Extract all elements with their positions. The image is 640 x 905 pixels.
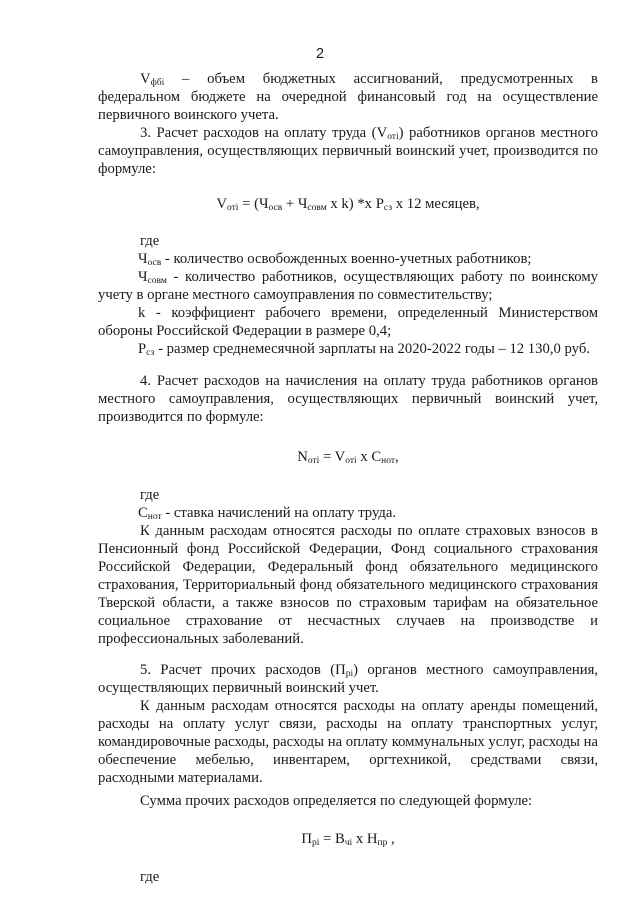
formula-labor-cost (98, 195, 598, 213)
symbol: Р (138, 341, 147, 357)
definition-c-not (98, 504, 598, 522)
formula-part: + Ч (282, 196, 308, 212)
subscript: совм (147, 276, 167, 286)
definition-k: k - коэффициент рабочего времени, определенный Министерством обороны Российской Федерации в размере 0,4; (98, 305, 598, 339)
definition-text: – объем бюджетных ассигнований, предусмотренных в федеральном бюджете на очередной финансовый год на осуществление первичного воинского учета. (98, 71, 598, 123)
subscript: чi (344, 838, 353, 848)
formula-part: x Н (352, 831, 378, 847)
text: ) работников органов местного самоуправления, осуществляющих первичный воинский учет, производится по формуле: (98, 125, 598, 177)
subscript: отi (307, 456, 320, 466)
subscript: совм (307, 203, 327, 213)
symbol: Ч (138, 269, 148, 285)
formula-part: = V (319, 449, 346, 465)
formula-part: = В (319, 831, 345, 847)
symbol: V (140, 71, 151, 87)
formula-part: N (297, 449, 308, 465)
paragraph-item-4: 4. Расчет расходов на начисления на оплату труда работников органов местного самоуправления, осуществляющих первичный воинский учет, производится по формуле: (98, 373, 598, 425)
subscript: осв (268, 203, 283, 213)
subscript: отi (227, 203, 239, 213)
subscript: рi (345, 669, 354, 679)
paragraph-sum-formula-intro: Сумма прочих расходов определяется по следующей формуле: (140, 793, 533, 809)
subscript: нот (381, 456, 396, 466)
paragraph-other-expenses: К данным расходам относятся расходы на оплату аренды помещений, расходы на оплату услуг связи, расходы на оплату транспортных услуг, командировочные расходы, расходы на оплату коммунальных услуг, расходы на обеспечение мебелью, инвентарем, оргтехникой, средствами связи, расходными материалами. (98, 698, 598, 786)
formula-part: x С (356, 449, 382, 465)
formula-accruals (98, 448, 598, 466)
formula-other-expenses (98, 830, 598, 848)
definition-text: - размер среднемесячной зарплаты на 2020-2022 годы – 12 130,0 руб. (154, 341, 590, 357)
text: 3. Расчет расходов на оплату труда (V (140, 125, 388, 141)
paragraph-insurance: К данным расходам относятся расходы по оплате страховых взносов в Пенсионный фонд Российской Федерации, Фонд социального страхования Российской Федерации, Федеральный фонд обязательного медицинского страхования, Территориальный фонд обязательного медицинского страхования Тверской области, а также взносов по страховым тарифам на обязательное социальное страхование от несчастных случаев на производстве и профессиональных заболеваний. (98, 523, 598, 647)
symbol: С (138, 505, 148, 521)
definition-vfb (98, 70, 598, 124)
definition-text: - количество работников, осуществляющих работу по воинскому учету в органе местного самоуправления по совместительству; (98, 269, 598, 303)
formula-part: x k) *x Р (326, 196, 384, 212)
paragraph-item-5 (98, 661, 598, 697)
definition-ch-osv (98, 250, 598, 268)
subscript: нот (147, 512, 162, 522)
subscript: фбi (150, 78, 165, 88)
definition-ch-sovm (98, 268, 598, 304)
symbol: Ч (138, 251, 148, 267)
formula-part: V (216, 196, 228, 212)
formula-part: = (Ч (238, 196, 269, 212)
subscript: отi (345, 456, 357, 466)
where-label: где (140, 233, 160, 249)
page-number: 2 (315, 46, 325, 62)
definition-text: - количество освобожденных военно-учетных работников; (161, 251, 532, 267)
subscript: сз (146, 348, 155, 358)
where-label: где (140, 869, 160, 885)
text: ) органов местного самоуправления, осуществляющих первичный воинский учет. (98, 662, 598, 696)
subscript: пр (377, 838, 388, 848)
formula-part: x 12 месяцев, (392, 196, 480, 212)
subscript: осв (147, 258, 162, 268)
definition-rsz (98, 340, 598, 358)
formula-part: , (395, 449, 399, 465)
document-body (98, 70, 598, 886)
formula-part: П (301, 831, 312, 847)
definition-text: - ставка начислений на оплату труда. (161, 505, 397, 521)
formula-part: , (387, 831, 395, 847)
subscript: сз (383, 203, 393, 213)
paragraph-item-3 (98, 124, 598, 178)
where-label: где (140, 487, 160, 503)
subscript: рi (311, 838, 320, 848)
text: 5. Расчет прочих расходов (П (140, 662, 346, 678)
subscript: отi (387, 132, 399, 142)
